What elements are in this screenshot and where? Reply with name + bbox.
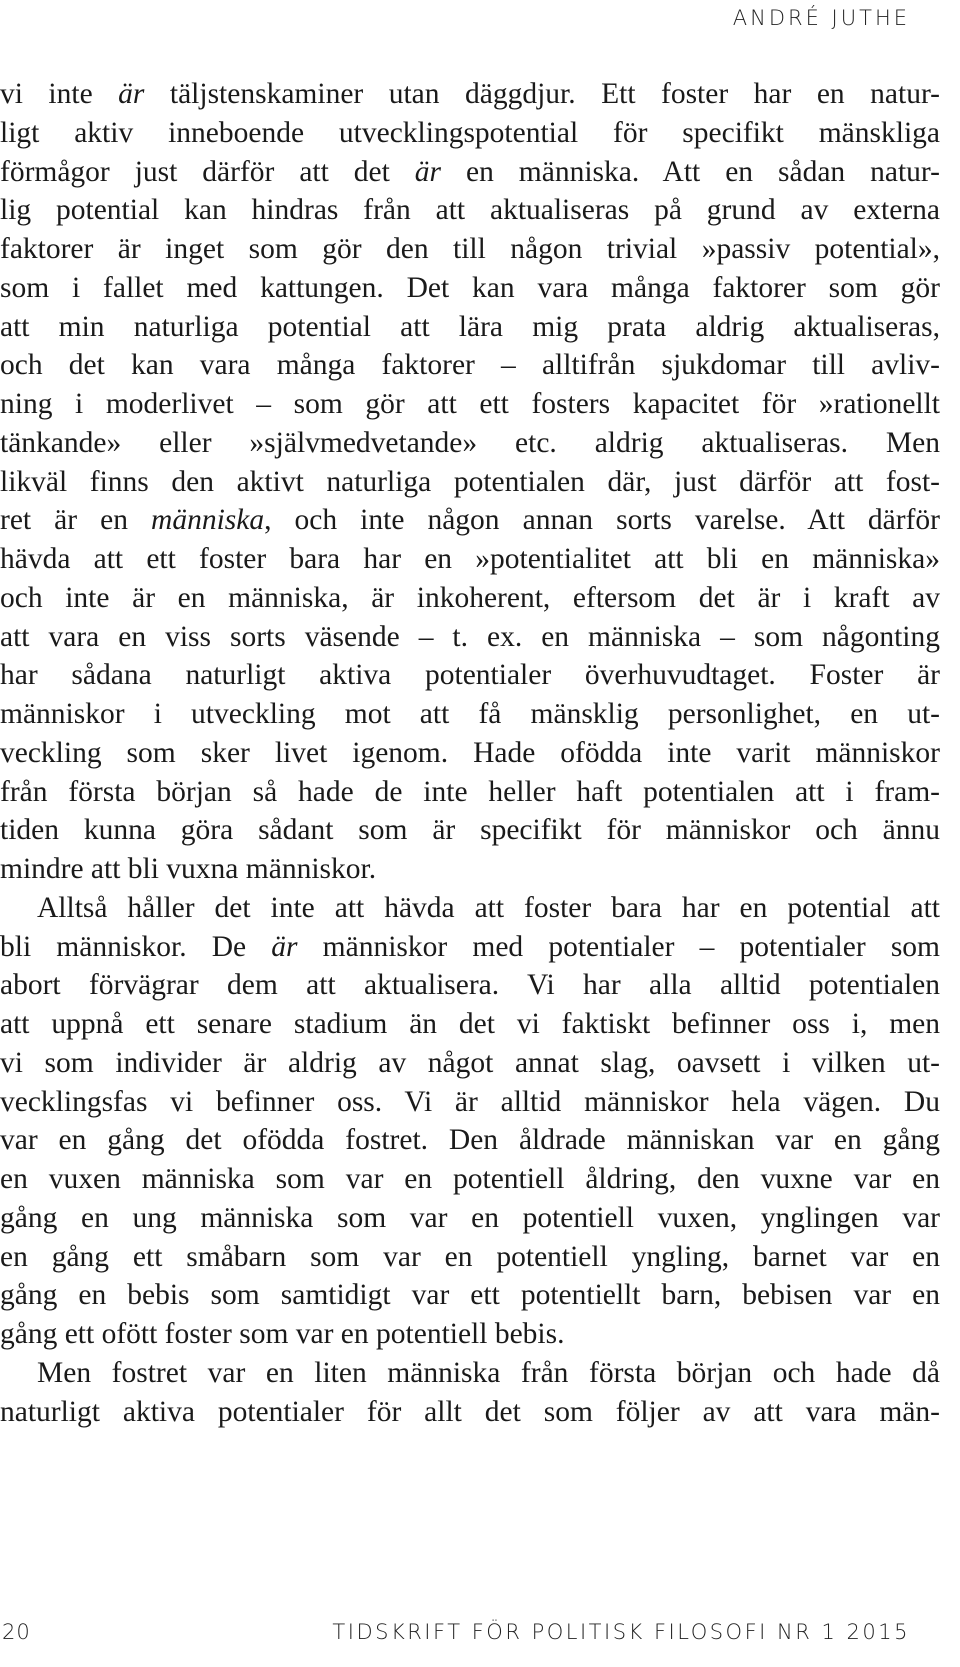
text-line: Men fostret var en liten människa från första början och hade då: [37, 1356, 940, 1389]
text-line: har sådana naturligt aktiva potentialer överhuvudtaget. Foster är: [0, 659, 940, 692]
emphasis: är: [271, 930, 298, 963]
text-line: gång en bebis som samtidigt var ett potentiellt barn, bebisen var en: [0, 1279, 940, 1312]
text-line: och inte är en människa, är inkoherent, eftersom det är i kraft av: [0, 581, 940, 614]
text-line: en vuxen människa som var en potentiell åldring, den vuxne var en: [0, 1163, 940, 1195]
text-line: att uppnå ett senare stadium än det vi faktiskt befinner oss i, men: [0, 1008, 940, 1040]
page-number: 20: [2, 1620, 31, 1644]
text-line: faktorer är inget som gör den till någon trivial »passiv potential»,: [0, 233, 940, 265]
text-line: från första början så hade de inte heller haft potentialen att i fram-: [0, 775, 940, 808]
text-line: ning i moderlivet – som gör att ett fosters kapacitet för »rationellt: [0, 388, 940, 420]
journal-name: TIDSKRIFT FÖR POLITISK FILOSOFI NR 1 2015: [332, 1620, 910, 1644]
text-line: vi som individer är aldrig av något annat slag, oavsett i vilken ut-: [0, 1046, 940, 1079]
text-line: bli människor. De är människor med potentialer – potentialer som: [0, 930, 940, 963]
paragraph: [0, 1354, 940, 1432]
text-line: Alltså håller det inte att hävda att foster bara har en potential att: [37, 891, 940, 924]
paragraph: [0, 75, 940, 889]
text-line: som i fallet med kattungen. Det kan vara många faktorer som gör: [0, 271, 940, 304]
emphasis: är: [118, 78, 145, 110]
text-line: naturligt aktiva potentialer för allt det som följer av att vara män-: [0, 1395, 940, 1428]
text-line: tiden kunna göra sådant som är specifikt för människor och ännu: [0, 814, 940, 847]
text-line: veckling som sker livet igenom. Hade ofödda inte varit människor: [0, 736, 940, 769]
text-line: en gång ett småbarn som var en potentiell yngling, barnet var en: [0, 1240, 940, 1273]
text-line: att min naturliga potential att lära mig prata aldrig aktualiseras,: [0, 310, 940, 343]
text-line: ret är en människa, och inte någon annan sorts varelse. Att därför: [0, 504, 940, 537]
emphasis: människa: [151, 504, 265, 537]
text-line: tänkande» eller »självmedvetande» etc. aldrig aktualiseras. Men: [0, 426, 940, 459]
text-line: gång ett ofött foster som var en potentiell bebis.: [0, 1318, 565, 1350]
text-line: likväl finns den aktivt naturliga potentialen där, just därför att fost-: [0, 465, 940, 498]
text-line: att vara en viss sorts väsende – t. ex. en människa – som någonting: [0, 620, 940, 653]
text-line: vecklingsfas vi befinner oss. Vi är alltid människor hela vägen. Du: [0, 1085, 940, 1118]
article-body: [0, 75, 940, 1431]
text-line: abort förvägrar dem att aktualisera. Vi har alla alltid potentialen: [0, 969, 940, 1002]
text-line: människor i utveckling mot att få mänsklig personlighet, en ut-: [0, 698, 940, 730]
running-head-author: ANDRÉ JUTHE: [732, 6, 910, 30]
text-line: vi inte är täljstenskaminer utan däggdjur. Ett foster har en natur-: [0, 78, 941, 110]
text-line: lig potential kan hindras från att aktualiseras på grund av externa: [0, 194, 940, 227]
text-line: förmågor just därför att det är en människa. Att en sådan natur-: [0, 155, 940, 188]
text-line: hävda att ett foster bara har en »potentialitet att bli en människa»: [0, 543, 940, 575]
text-line: gång en ung människa som var en potentiell vuxen, ynglingen var: [0, 1201, 940, 1234]
emphasis: är: [414, 155, 442, 188]
text-line: mindre att bli vuxna människor.: [0, 853, 377, 885]
text-line: ligt aktiv inneboende utvecklingspotential för specifikt mänskliga: [0, 116, 940, 149]
text-line: var en gång det ofödda fostret. Den åldrade människan var en gång: [0, 1124, 940, 1157]
paragraph: [0, 889, 940, 1354]
text-line: och det kan vara många faktorer – alltifrån sjukdomar till avliv-: [0, 349, 940, 382]
